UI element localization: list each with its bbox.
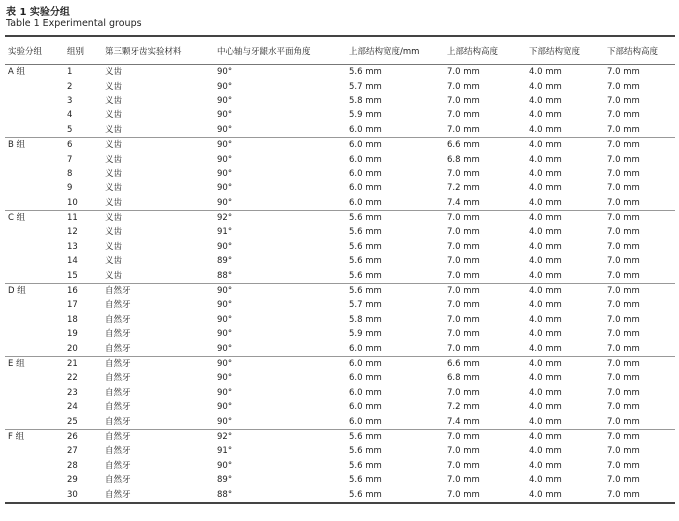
group-block — [5, 356, 675, 429]
table-cell: 5.6 mm — [349, 460, 382, 471]
table-cell: 5.8 mm — [349, 314, 382, 325]
table-cell: 20 — [67, 343, 78, 354]
table-cell: 5.7 mm — [349, 300, 382, 311]
table-cell: 22 — [67, 373, 78, 384]
table-cell: 7.0 mm — [607, 213, 640, 224]
table-cell: 90° — [217, 460, 233, 471]
table-cell: 7.0 mm — [607, 95, 640, 106]
table-cell: 7.0 mm — [447, 300, 480, 311]
table-cell: 90° — [217, 314, 233, 325]
table-cell: 7.0 mm — [607, 329, 640, 340]
table-cell: 6.6 mm — [447, 359, 480, 369]
table-cell: 4.0 mm — [529, 387, 562, 398]
table-cell: 5.6 mm — [349, 67, 382, 78]
table-cell: 义齿 — [105, 183, 123, 194]
experimental-groups-table — [5, 35, 675, 504]
table-cell: 21 — [67, 359, 78, 369]
table-row — [5, 327, 675, 341]
table-cell: 7.0 mm — [607, 373, 640, 384]
table-cell: 7.0 mm — [607, 67, 640, 78]
table-cell: 17 — [67, 300, 78, 311]
table-row — [5, 152, 675, 166]
table-cell: 7.0 mm — [447, 431, 480, 442]
table-cell: 7.0 mm — [607, 460, 640, 471]
table-cell: 7.0 mm — [607, 286, 640, 297]
table-cell: 90° — [217, 387, 233, 398]
table-cell: 4.0 mm — [529, 431, 562, 442]
header-group: 实验分组 — [5, 36, 64, 65]
table-cell: 7.0 mm — [607, 81, 640, 92]
table-cell: 6.0 mm — [349, 373, 382, 384]
table-cell: 4 — [67, 110, 73, 121]
table-row — [5, 386, 675, 400]
table-cell: 5.9 mm — [349, 329, 382, 340]
table-cell: 4.0 mm — [529, 110, 562, 121]
table-cell: 4.0 mm — [529, 373, 562, 384]
table-cell: 7.0 mm — [607, 416, 640, 427]
table-row — [5, 108, 675, 122]
table-cell: 4.0 mm — [529, 270, 562, 281]
group-block — [5, 283, 675, 356]
table-cell: 4.0 mm — [529, 460, 562, 471]
table-cell: 23 — [67, 387, 78, 398]
group-label — [5, 313, 64, 327]
table-cell: 6.0 mm — [349, 387, 382, 398]
table-cell: 自然牙 — [105, 286, 131, 297]
table-row — [5, 487, 675, 502]
group-label: A 组 — [8, 67, 26, 78]
table-row — [5, 254, 675, 268]
table-cell: 6.6 mm — [447, 140, 480, 151]
group-label — [5, 371, 64, 385]
table-cell: 90° — [217, 168, 233, 179]
table-cell: 7.0 mm — [607, 241, 640, 252]
table-cell: 义齿 — [105, 213, 123, 224]
table-cell: 90° — [217, 67, 233, 78]
table-row — [5, 181, 675, 195]
table-cell: 7.0 mm — [447, 387, 480, 398]
group-label — [5, 167, 64, 181]
group-label — [5, 196, 64, 211]
table-row — [5, 268, 675, 283]
table-row — [5, 65, 675, 80]
group-label: F 组 — [8, 431, 25, 442]
table-cell: 18 — [67, 314, 78, 325]
table-cell: 6.0 mm — [349, 343, 382, 354]
table-cell: 5 — [67, 124, 73, 135]
table-cell: 5.6 mm — [349, 241, 382, 252]
group-label — [5, 459, 64, 473]
table-cell: 4.0 mm — [529, 343, 562, 354]
table-cell: 91° — [217, 227, 233, 238]
table-cell: 7.0 mm — [447, 241, 480, 252]
table-caption-en: Table 1 Experimental groups — [6, 18, 142, 29]
group-label — [5, 341, 64, 356]
table-cell: 90° — [217, 124, 233, 135]
table-cell: 6.0 mm — [349, 154, 382, 165]
table-cell: 11 — [67, 213, 78, 224]
group-block — [5, 429, 675, 502]
group-label — [5, 108, 64, 122]
header-lower-height: 下部结构高度 — [604, 36, 675, 65]
group-label — [5, 473, 64, 487]
table-cell: 7.0 mm — [447, 286, 480, 297]
table-cell: 6.0 mm — [349, 124, 382, 135]
table-cell: 92° — [217, 431, 233, 442]
table-cell: 4.0 mm — [529, 286, 562, 297]
table-cell: 义齿 — [105, 168, 123, 179]
table-cell: 5.6 mm — [349, 489, 382, 500]
table-cell: 5.6 mm — [349, 475, 382, 486]
group-label — [5, 400, 64, 414]
table-row — [5, 79, 675, 93]
group-label — [5, 123, 64, 138]
table-cell: 自然牙 — [105, 475, 131, 486]
table-row — [5, 444, 675, 458]
table-cell: 90° — [217, 286, 233, 297]
table-cell: 自然牙 — [105, 387, 131, 398]
table-cell: 自然牙 — [105, 329, 131, 340]
table-cell: 90° — [217, 183, 233, 194]
table-cell: 7.0 mm — [607, 168, 640, 179]
table-cell: 91° — [217, 446, 233, 457]
table-cell: 7.0 mm — [447, 81, 480, 92]
table-cell: 89° — [217, 256, 233, 267]
table-cell: 1 — [67, 67, 73, 78]
table-cell: 6.0 mm — [349, 183, 382, 194]
table-cell: 5.6 mm — [349, 446, 382, 457]
table-cell: 6.0 mm — [349, 402, 382, 413]
table-cell: 7.0 mm — [447, 110, 480, 121]
header-row — [5, 36, 675, 65]
table-cell: 7.0 mm — [607, 154, 640, 165]
table-cell: 15 — [67, 270, 78, 281]
group-label — [5, 268, 64, 283]
group-label — [5, 225, 64, 239]
header-upper-height: 上部结构高度 — [444, 36, 526, 65]
table-cell: 7.0 mm — [607, 270, 640, 281]
group-label — [5, 240, 64, 254]
group-label — [5, 254, 64, 268]
table-cell: 5.6 mm — [349, 431, 382, 442]
table-cell: 7.0 mm — [447, 489, 480, 500]
table-row — [5, 400, 675, 414]
table-row — [5, 341, 675, 356]
table-cell: 义齿 — [105, 270, 123, 281]
table-cell: 5.6 mm — [349, 227, 382, 238]
table-cell: 7.0 mm — [447, 475, 480, 486]
table-cell: 7.0 mm — [447, 227, 480, 238]
table-row — [5, 240, 675, 254]
table-row — [5, 210, 675, 225]
table-cell: 7.0 mm — [607, 110, 640, 121]
table-cell: 4.0 mm — [529, 359, 562, 369]
table-cell: 5.6 mm — [349, 213, 382, 224]
table-cell: 90° — [217, 343, 233, 354]
table-cell: 4.0 mm — [529, 213, 562, 224]
table-cell: 自然牙 — [105, 431, 131, 442]
table-cell: 6.8 mm — [447, 154, 480, 165]
table-cell: 90° — [217, 402, 233, 413]
table-cell: 4.0 mm — [529, 81, 562, 92]
table-cell: 7.0 mm — [447, 95, 480, 106]
table-cell: 29 — [67, 475, 78, 486]
table-cell: 4.0 mm — [529, 140, 562, 151]
group-label: B 组 — [8, 140, 26, 151]
table-cell: 7.0 mm — [607, 359, 640, 369]
group-label — [5, 487, 64, 502]
group-label — [5, 414, 64, 429]
table-cell: 9 — [67, 183, 73, 194]
table-cell: 28 — [67, 460, 78, 471]
table-cell: 16 — [67, 286, 78, 297]
group-label — [5, 298, 64, 312]
header-id: 组别 — [64, 36, 102, 65]
table-cell: 4.0 mm — [529, 197, 562, 208]
group-label — [5, 327, 64, 341]
group-label — [5, 152, 64, 166]
table-cell: 30 — [67, 489, 78, 500]
table-cell: 自然牙 — [105, 314, 131, 325]
table-cell: 4.0 mm — [529, 168, 562, 179]
group-label — [5, 94, 64, 108]
table-cell: 自然牙 — [105, 489, 131, 500]
table-cell: 4.0 mm — [529, 475, 562, 486]
table-cell: 88° — [217, 489, 233, 500]
table-cell: 27 — [67, 446, 78, 457]
group-block — [5, 137, 675, 210]
table-cell: 3 — [67, 95, 73, 106]
header-angle: 中心轴与牙龈水平面角度 — [214, 36, 346, 65]
table-cell: 4.0 mm — [529, 402, 562, 413]
table-cell: 7.0 mm — [447, 213, 480, 224]
table-cell: 7.0 mm — [607, 183, 640, 194]
table-cell: 89° — [217, 475, 233, 486]
table-row — [5, 313, 675, 327]
group-label: E 组 — [8, 359, 25, 369]
table-cell: 19 — [67, 329, 78, 340]
table-cell: 92° — [217, 213, 233, 224]
table-cell: 25 — [67, 416, 78, 427]
table-cell: 义齿 — [105, 110, 123, 121]
group-label — [5, 444, 64, 458]
table-cell: 4.0 mm — [529, 256, 562, 267]
table-cell: 7.0 mm — [447, 446, 480, 457]
table-cell: 7.0 mm — [607, 314, 640, 325]
table-cell: 5.8 mm — [349, 95, 382, 106]
table-cell: 7.4 mm — [447, 197, 480, 208]
table-row — [5, 225, 675, 239]
table-cell: 义齿 — [105, 154, 123, 165]
table-row — [5, 283, 675, 298]
table-cell: 88° — [217, 270, 233, 281]
table-caption-cn: 表 1 实验分组 — [6, 7, 70, 18]
table-cell: 4.0 mm — [529, 154, 562, 165]
table-cell: 4.0 mm — [529, 314, 562, 325]
table-cell: 90° — [217, 241, 233, 252]
table-cell: 自然牙 — [105, 359, 131, 369]
table-cell: 自然牙 — [105, 416, 131, 427]
table-cell: 义齿 — [105, 67, 123, 78]
table-cell: 7.0 mm — [447, 460, 480, 471]
table-cell: 7.0 mm — [447, 168, 480, 179]
table-cell: 90° — [217, 197, 233, 208]
table-cell: 4.0 mm — [529, 241, 562, 252]
table-cell: 13 — [67, 241, 78, 252]
table-cell: 90° — [217, 300, 233, 311]
table-row — [5, 167, 675, 181]
table-cell: 义齿 — [105, 95, 123, 106]
table-cell: 4.0 mm — [529, 300, 562, 311]
table-cell: 7.4 mm — [447, 416, 480, 427]
table-row — [5, 123, 675, 138]
table-cell: 14 — [67, 256, 78, 267]
table-cell: 12 — [67, 227, 78, 238]
table-cell: 4.0 mm — [529, 489, 562, 500]
table-cell: 7 — [67, 154, 73, 165]
table-cell: 7.0 mm — [447, 67, 480, 78]
table-cell: 6.0 mm — [349, 140, 382, 151]
table-cell: 5.9 mm — [349, 110, 382, 121]
table-cell: 6.8 mm — [447, 373, 480, 384]
table-cell: 4.0 mm — [529, 183, 562, 194]
table-row — [5, 371, 675, 385]
table-cell: 4.0 mm — [529, 67, 562, 78]
table-cell: 7.2 mm — [447, 402, 480, 413]
table-row — [5, 298, 675, 312]
table-cell: 7.0 mm — [607, 431, 640, 442]
table-cell: 7.0 mm — [607, 300, 640, 311]
table-cell: 8 — [67, 168, 73, 179]
table-cell: 4.0 mm — [529, 446, 562, 457]
table-row — [5, 196, 675, 211]
table-cell: 6 — [67, 140, 73, 151]
group-label — [5, 386, 64, 400]
table-row — [5, 137, 675, 152]
table-cell: 7.0 mm — [607, 124, 640, 135]
table-cell: 90° — [217, 110, 233, 121]
table-cell: 7.0 mm — [607, 343, 640, 354]
table-cell: 义齿 — [105, 81, 123, 92]
table-cell: 义齿 — [105, 197, 123, 208]
group-label: D 组 — [8, 286, 26, 297]
table-cell: 4.0 mm — [529, 124, 562, 135]
table-cell: 5.6 mm — [349, 256, 382, 267]
table-row — [5, 473, 675, 487]
table-cell: 5.6 mm — [349, 286, 382, 297]
table-cell: 7.0 mm — [607, 197, 640, 208]
table-row — [5, 414, 675, 429]
group-label — [5, 79, 64, 93]
table-cell: 6.0 mm — [349, 359, 382, 369]
table-cell: 义齿 — [105, 124, 123, 135]
table-cell: 7.0 mm — [607, 387, 640, 398]
table-cell: 4.0 mm — [529, 227, 562, 238]
table-cell: 6.0 mm — [349, 168, 382, 179]
table-cell: 7.2 mm — [447, 183, 480, 194]
table-cell: 5.7 mm — [349, 81, 382, 92]
table-cell: 7.0 mm — [447, 256, 480, 267]
table-cell: 7.0 mm — [607, 256, 640, 267]
table-cell: 7.0 mm — [447, 270, 480, 281]
table-row — [5, 429, 675, 444]
table-cell: 4.0 mm — [529, 416, 562, 427]
table-cell: 90° — [217, 359, 233, 369]
table-cell: 4.0 mm — [529, 329, 562, 340]
table-cell: 26 — [67, 431, 78, 442]
table-cell: 4.0 mm — [529, 95, 562, 106]
table-cell: 6.0 mm — [349, 416, 382, 427]
table-cell: 90° — [217, 81, 233, 92]
table-row — [5, 459, 675, 473]
table-cell: 90° — [217, 95, 233, 106]
table-cell: 7.0 mm — [607, 446, 640, 457]
table-cell: 7.0 mm — [447, 124, 480, 135]
table-cell: 义齿 — [105, 227, 123, 238]
table-row — [5, 356, 675, 371]
table-cell: 7.0 mm — [607, 227, 640, 238]
table-cell: 6.0 mm — [349, 197, 382, 208]
table-cell: 2 — [67, 81, 73, 92]
table-cell: 自然牙 — [105, 402, 131, 413]
table-cell: 自然牙 — [105, 343, 131, 354]
group-block — [5, 210, 675, 283]
header-upper-width: 上部结构宽度/mm — [346, 36, 444, 65]
table-cell: 义齿 — [105, 256, 123, 267]
group-block — [5, 65, 675, 138]
table-cell: 90° — [217, 373, 233, 384]
table-cell: 24 — [67, 402, 78, 413]
table-cell: 7.0 mm — [447, 329, 480, 340]
group-label — [5, 181, 64, 195]
header-material: 第三颗牙齿实验材料 — [102, 36, 214, 65]
table-cell: 5.6 mm — [349, 270, 382, 281]
table-cell: 自然牙 — [105, 446, 131, 457]
table-cell: 90° — [217, 140, 233, 151]
table-cell: 7.0 mm — [607, 489, 640, 500]
table-cell: 7.0 mm — [607, 402, 640, 413]
table-row — [5, 94, 675, 108]
table-cell: 7.0 mm — [447, 314, 480, 325]
table-cell: 义齿 — [105, 140, 123, 151]
table-cell: 义齿 — [105, 241, 123, 252]
group-label: C 组 — [8, 213, 26, 224]
table-cell: 自然牙 — [105, 300, 131, 311]
header-lower-width: 下部结构宽度 — [526, 36, 604, 65]
table-cell: 90° — [217, 329, 233, 340]
table-cell: 90° — [217, 154, 233, 165]
table-cell: 自然牙 — [105, 373, 131, 384]
table-cell: 自然牙 — [105, 460, 131, 471]
table-cell: 7.0 mm — [607, 140, 640, 151]
table-cell: 90° — [217, 416, 233, 427]
table-cell: 7.0 mm — [607, 475, 640, 486]
table-cell: 7.0 mm — [447, 343, 480, 354]
table-cell: 10 — [67, 197, 78, 208]
